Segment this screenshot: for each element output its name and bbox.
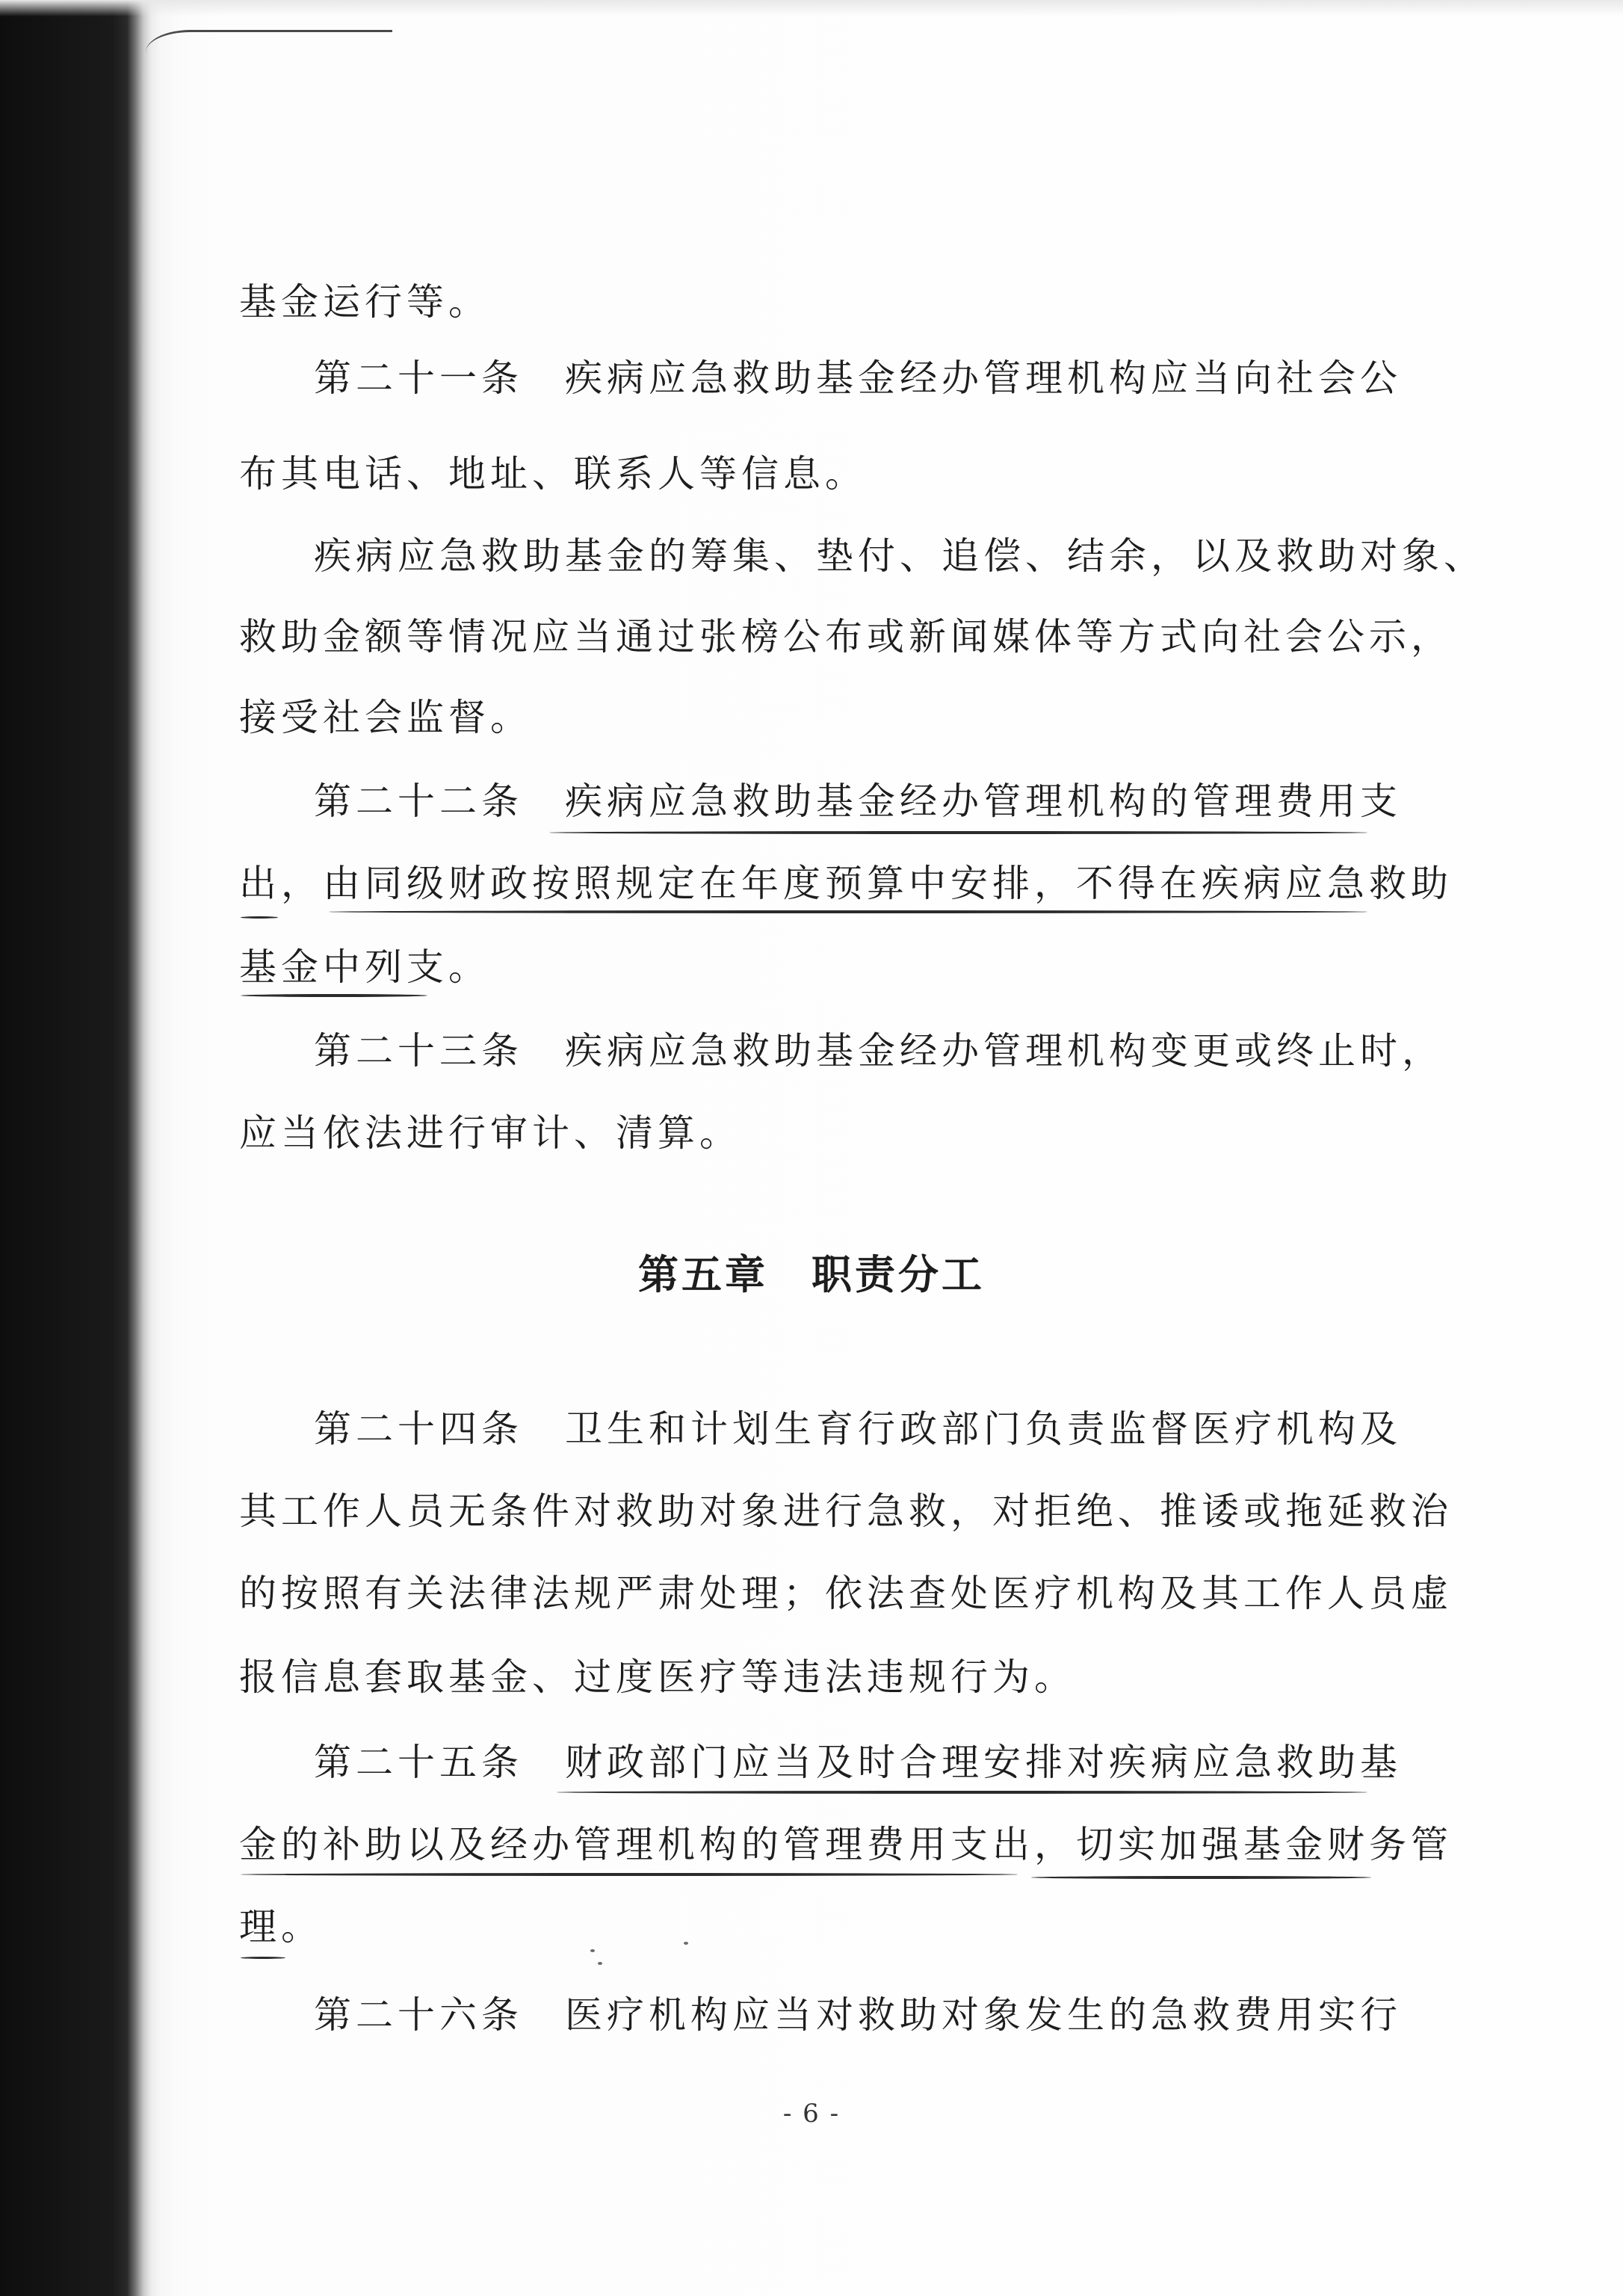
chapter-heading: 第五章 职责分工 <box>638 1250 985 1298</box>
text-line: 布其电话、地址、联系人等信息。 <box>239 452 867 496</box>
handwritten-underline <box>241 994 427 997</box>
text-line: 理。 <box>239 1905 323 1948</box>
text-line: 的按照有关法律法规严肃处理；依法查处医疗机构及其工作人员虚 <box>239 1572 1453 1615</box>
handwritten-underline <box>241 1957 285 1959</box>
text-line: 接受社会监督。 <box>239 696 532 739</box>
text-line: 基金运行等。 <box>239 280 490 324</box>
scan-edge-shade <box>0 0 1623 16</box>
text-line: 疾病应急救助基金的筹集、垫付、追偿、结余，以及救助对象、 <box>314 534 1486 578</box>
handwritten-underline <box>241 1873 1018 1876</box>
page-curl-mark <box>146 30 392 62</box>
article-23-line: 第二十三条 疾病应急救助基金经办管理机构变更或终止时， <box>314 1029 1444 1073</box>
text-line: 其工作人员无条件对救助对象进行急救，对拒绝、推诿或拖延救治 <box>239 1490 1453 1533</box>
scan-speck <box>598 1962 602 1965</box>
page-number: - 6 - <box>782 2099 841 2129</box>
text-line: 基金中列支。 <box>239 945 490 989</box>
handwritten-underline <box>241 916 278 919</box>
handwritten-underline <box>329 910 1367 913</box>
text-line: 应当依法进行审计、清算。 <box>239 1111 741 1155</box>
handwritten-underline <box>1031 1876 1371 1879</box>
handwritten-underline <box>557 1791 1367 1794</box>
text-line: 救助金额等情况应当通过张榜公布或新闻媒体等方式向社会公示， <box>239 615 1453 658</box>
article-24-line: 第二十四条 卫生和计划生育行政部门负责监督医疗机构及 <box>314 1407 1402 1451</box>
handwritten-underline <box>549 831 1367 834</box>
scan-speck <box>590 1949 595 1952</box>
text-line: 报信息套取基金、过度医疗等违法违规行为。 <box>239 1655 1076 1699</box>
text-line: 金的补助以及经办管理机构的管理费用支出，切实加强基金财务管 <box>239 1823 1453 1866</box>
scan-speck <box>684 1942 688 1945</box>
article-26-line: 第二十六条 医疗机构应当对救助对象发生的急救费用实行 <box>314 1993 1402 2037</box>
article-25-line: 第二十五条 财政部门应当及时合理安排对疾病应急救助基 <box>314 1741 1402 1784</box>
article-22-line: 第二十二条 疾病应急救助基金经办管理机构的管理费用支 <box>314 780 1402 823</box>
text-line: 出，由同级财政按照规定在年度预算中安排，不得在疾病应急救助 <box>239 862 1453 905</box>
article-21-line: 第二十一条 疾病应急救助基金经办管理机构应当向社会公 <box>314 357 1402 400</box>
